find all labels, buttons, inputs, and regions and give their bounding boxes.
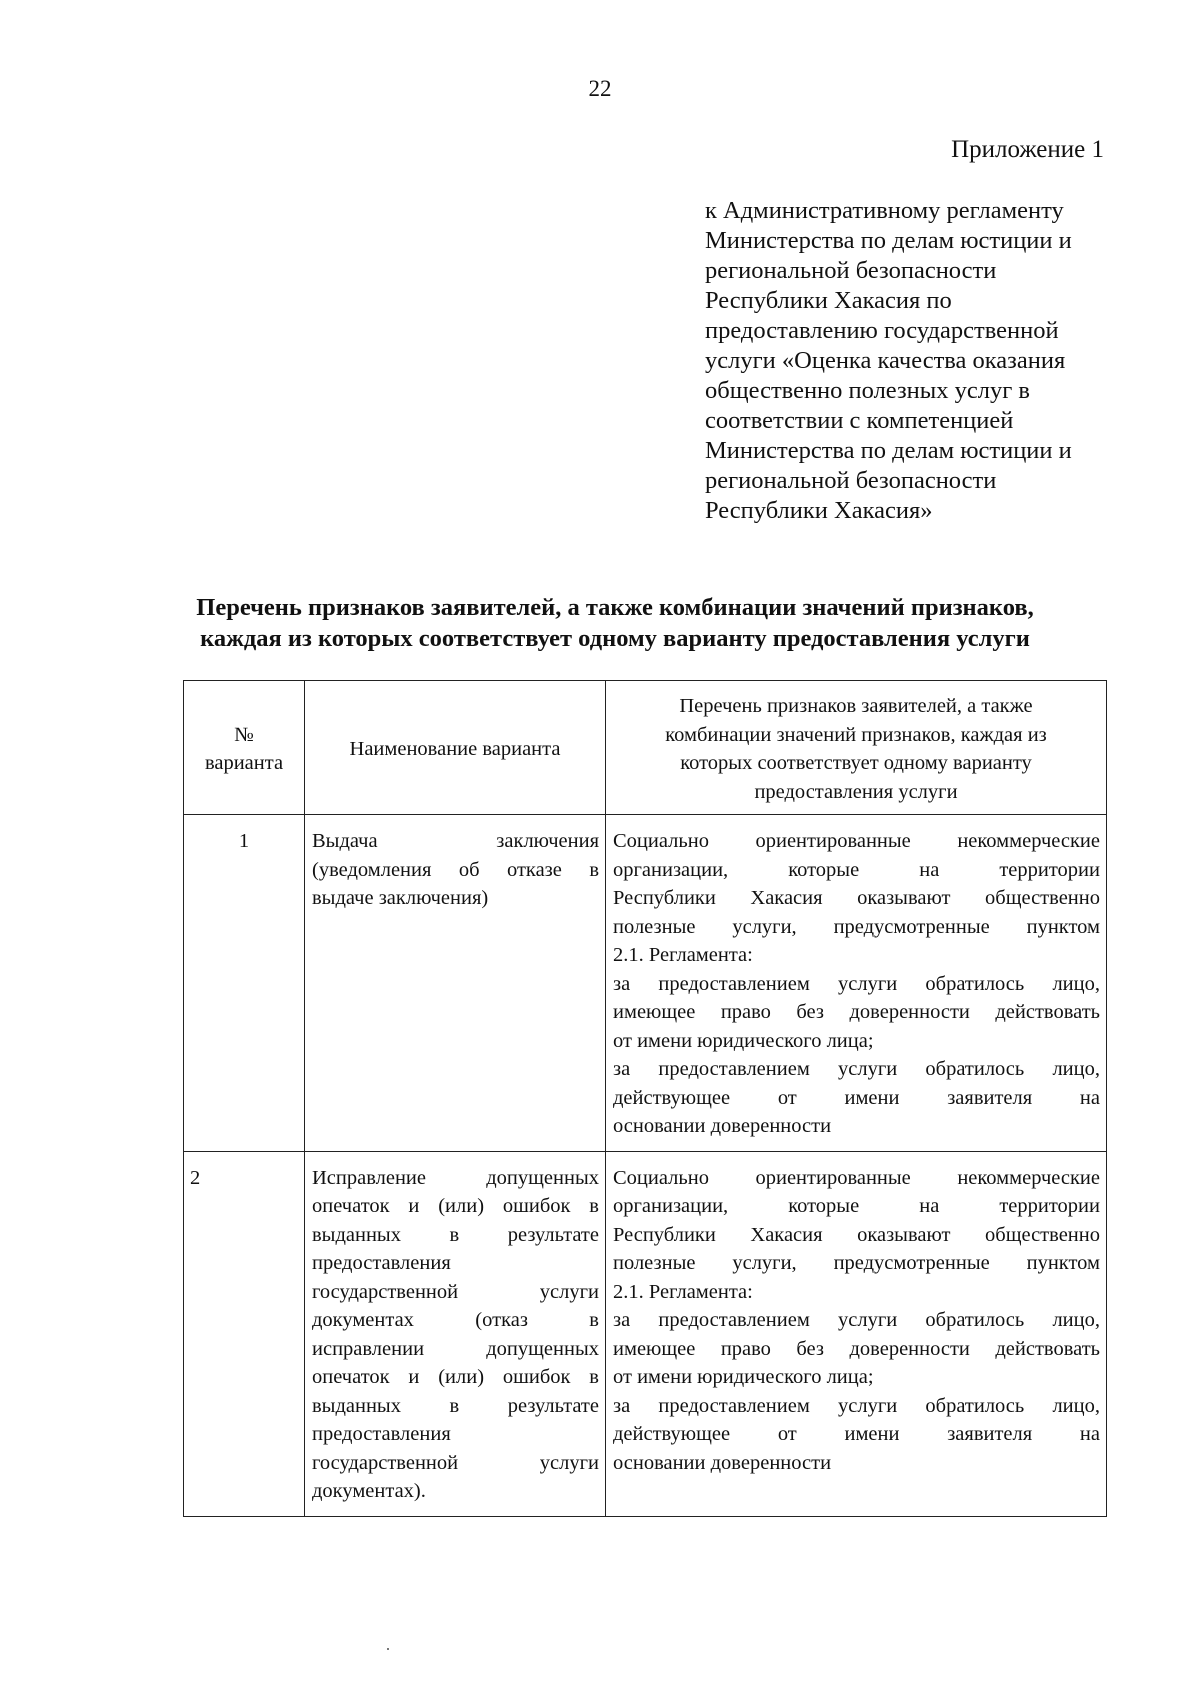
reference-line: общественно полезных услуг в — [705, 377, 1030, 404]
document-title — [120, 592, 1110, 654]
reference-line: к Административному регламенту — [705, 197, 1064, 224]
header-variant-number: № варианта — [184, 681, 305, 815]
reference-line: Министерства по делам юстиции и — [705, 437, 1072, 464]
reference-line: Министерства по делам юстиции и — [705, 227, 1072, 254]
title-line: каждая из которых соответствует одному варианту предоставления услуги — [200, 625, 1030, 652]
reference-line: региональной безопасности — [705, 467, 997, 494]
variant-criteria: Социально ориентированные некоммерческие организации, которые на территории Республики Хакасия оказывают общественно полезные услуги, предусмотренные пунктом 2.1. Регламента: за предоставлением услуги обратилось лицо, имеющее право без доверенности действовать от имени юридического лица; за предоставлением услуги обратилось лицо, действующее от имени заявителя на основании доверенности — [606, 1151, 1107, 1516]
variants-table — [183, 680, 1107, 1517]
header-variant-name: Наименование варианта — [305, 681, 606, 815]
appendix-label: Приложение 1 — [951, 136, 1104, 163]
table-row — [184, 1151, 1107, 1516]
regulation-reference — [705, 196, 1115, 526]
header-applicant-criteria: Перечень признаков заявителей, а также комбинации значений признаков, каждая из которых соответствует одному варианту предоставления услуги — [606, 681, 1107, 815]
page-number: 22 — [588, 76, 612, 101]
variant-criteria: Социально ориентированные некоммерческие организации, которые на территории Республики Хакасия оказывают общественно полезные услуги, предусмотренные пунктом 2.1. Регламента: за предоставлением услуги обратилось лицо, имеющее право без доверенности действовать от имени юридического лица; за предоставлением услуги обратилось лицо, действующее от имени заявителя на основании доверенности — [606, 815, 1107, 1152]
variant-name: Выдача заключения (уведомления об отказе в выдаче заключения) — [305, 815, 606, 1152]
reference-line: Республики Хакасия» — [705, 497, 933, 524]
variant-number: 1 — [184, 815, 305, 1152]
reference-line: региональной безопасности — [705, 257, 997, 284]
reference-line: предоставлению государственной — [705, 317, 1059, 344]
variant-name: Исправление допущенных опечаток и (или) ошибок в выданных в результате предоставления государственной услуги документах (отказ в исправлении допущенных опечаток и (или) ошибок в выданных в результате предоставления государственной услуги документах). — [305, 1151, 606, 1516]
table-row — [184, 815, 1107, 1152]
title-line: Перечень признаков заявителей, а также комбинации значений признаков, — [196, 594, 1034, 621]
variant-number: 2 — [184, 1151, 305, 1516]
reference-line: соответствии с компетенцией — [705, 407, 1014, 434]
reference-line: услуги «Оценка качества оказания — [705, 347, 1066, 374]
reference-line: Республики Хакасия по — [705, 287, 952, 314]
table-header-row — [184, 681, 1107, 815]
scan-speck — [387, 1648, 389, 1650]
